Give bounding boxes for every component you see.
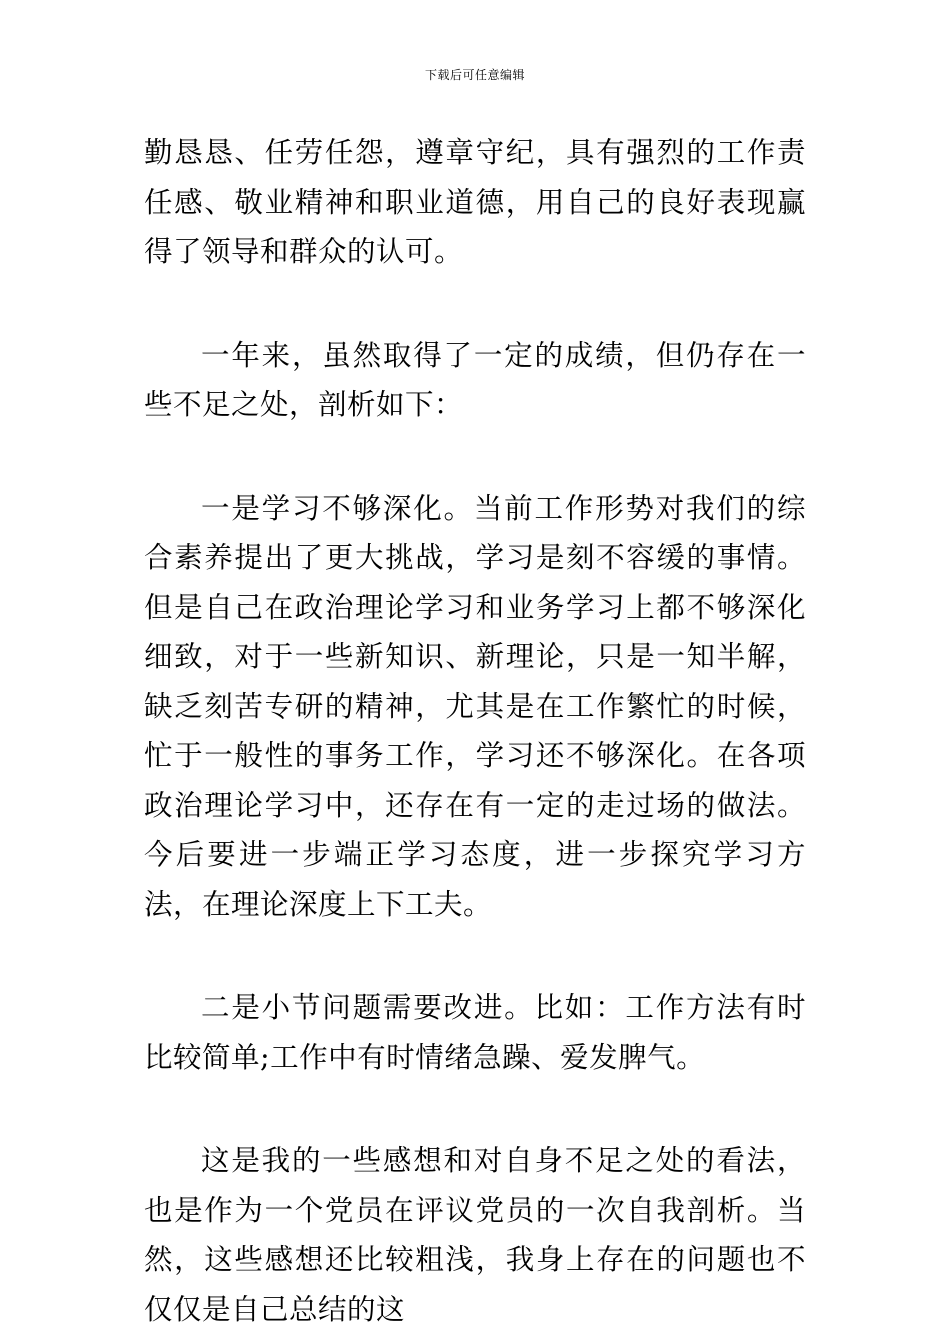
paragraph-point-two-details: 二是小节问题需要改进。比如：工作方法有时比较简单;工作中有时情绪急躁、爱发脾气。 bbox=[144, 991, 806, 1074]
paragraph-shortcomings-intro: 一年来，虽然取得了一定的成绩，但仍存在一些不足之处，剖析如下： bbox=[144, 338, 806, 421]
paragraph-continuation: 勤恳恳、任劳任怨，遵章守纪，具有强烈的工作责任感、敬业精神和职业道德，用自己的良好表现赢得了领导和群众的认可。 bbox=[144, 136, 806, 268]
paragraph-closing-reflection: 这是我的一些感想和对自身不足之处的看法，也是作为一个党员在评议党员的一次自我剖析。当然，这些感想还比较粗浅，我身上存在的问题也不仅仅是自己总结的这 bbox=[144, 1144, 806, 1326]
page-header-note: 下载后可任意编辑 bbox=[424, 68, 525, 82]
paragraph-point-one-study: 一是学习不够深化。当前工作形势对我们的综合素养提出了更大挑战，学习是刻不容缓的事情。但是自己在政治理论学习和业务学习上都不够深化细致，对于一些新知识、新理论，只是一知半解，缺乏刻苦专研的精神，尤其是在工作繁忙的时候，忙于一般性的事务工作，学习还不够深化。在各项政治理论学习中，还存在有一定的走过场的做法。今后要进一步端正学习态度，进一步探究学习方法，在理论深度上下工夫。 bbox=[144, 491, 806, 921]
document-body bbox=[144, 128, 806, 1334]
